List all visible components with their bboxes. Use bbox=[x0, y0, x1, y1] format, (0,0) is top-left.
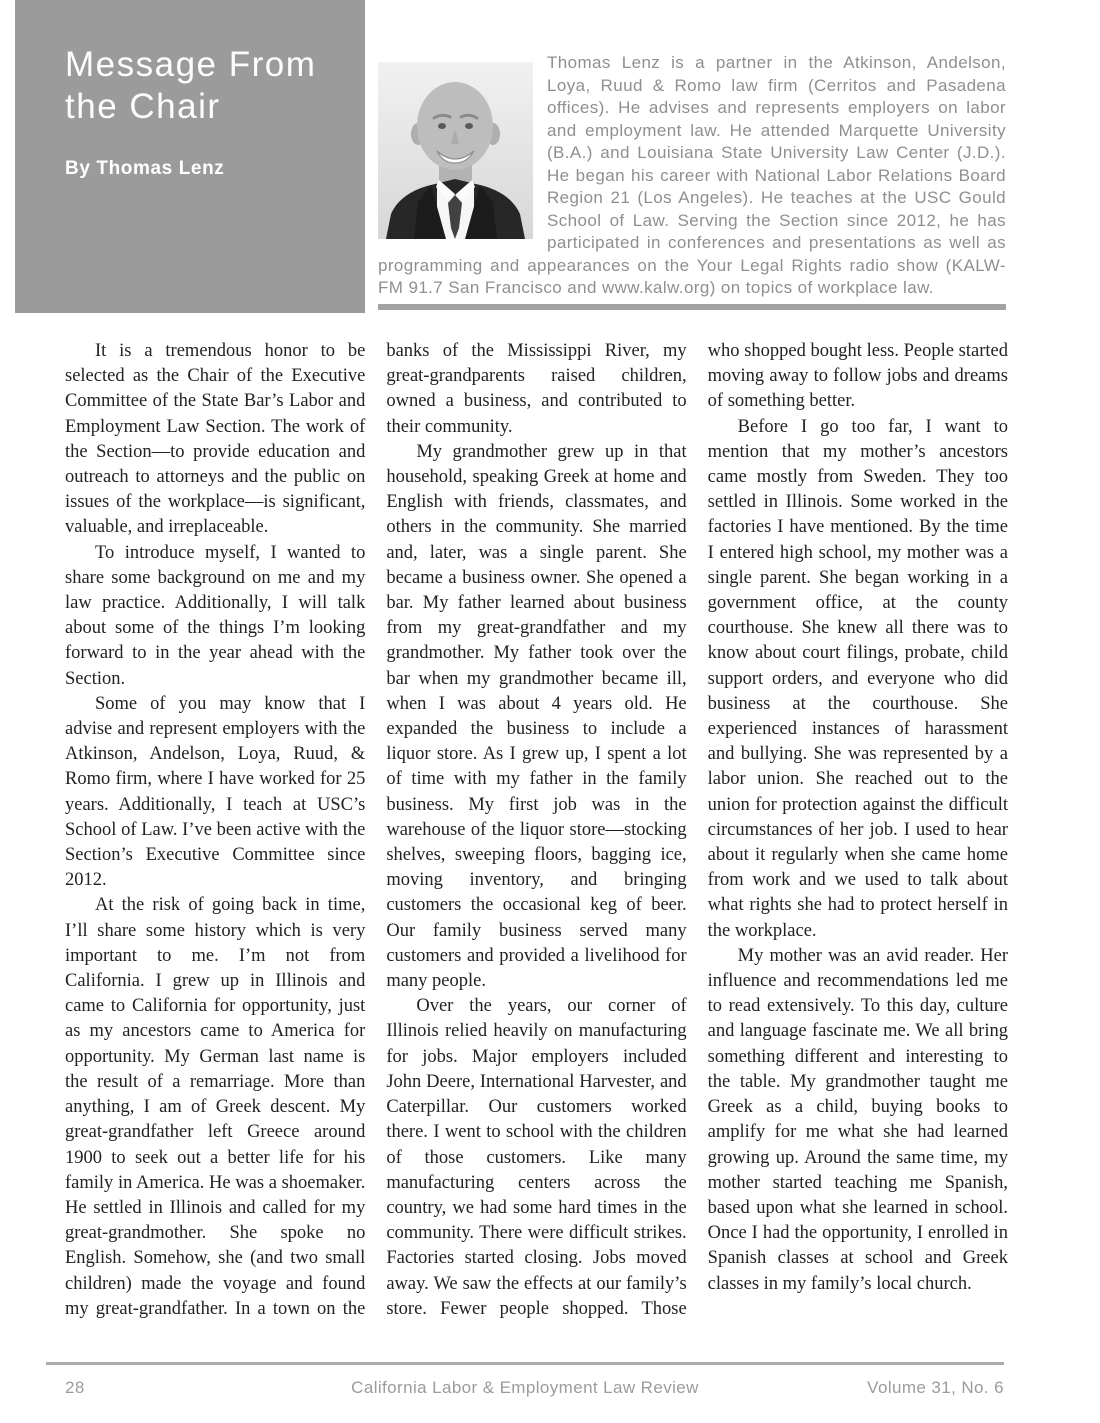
article-paragraph: At the risk of going back in time, I’ll share some history which is very important to me. I’m not from California. I grew up in Illinois and came to California for opportunity, just as my ancestors came to America for opportunity. My German last name is the result of a remarriage. More than anything, I am of Greek descent. My great-grandfather left Greece around 1900 to seek out a better life for his family in America. He was a shoemaker. He settled in Illinois and called for my great-grandmother. She spoke no English. Somehow, she (and two small children) made the voyage and found my great-grandfather. In a town on the banks of the Mississippi River, my great-grandparents raised children, owned a business, and contributed to their community. bbox=[65, 341, 687, 1319]
article-paragraph: My grandmother grew up in that household, speaking Greek at home and English with friends, classmates, and others in the community. She married and, later, was a single parent. She became a business owner. She opened a bar. My father learned about business from my great-grandfather and my grandmother. My father took over the bar when my grandmother became ill, when I was about 4 years old. He expanded the business to include a liquor store. As I grew up, I spent a lot of time with my father in the family business. My first job was in the warehouse of the liquor store—stocking shelves, sweeping floors, bagging ice, moving inventory, and bringing customers the occasional keg of beer. Our family business served many customers and provided a livelihood for many people. bbox=[386, 441, 687, 992]
divider-bar bbox=[378, 304, 1006, 310]
page-title: Message From the Chair bbox=[65, 45, 317, 126]
byline: By Thomas Lenz bbox=[65, 158, 225, 179]
volume-number: Volume 31, No. 6 bbox=[867, 1378, 1004, 1397]
portrait-photo-graphic bbox=[378, 62, 533, 239]
title-block bbox=[15, 0, 365, 313]
author-photo bbox=[378, 62, 533, 239]
article-paragraph: Some of you may know that I advise and represent employers with the Atkinson, Andelson, Loya, Ruud, & Romo firm, where I have worked for 25 years. Additionally, I teach at USC’s School of Law. I’ve been active with the Section’s Executive Committee since 2012. bbox=[65, 693, 366, 891]
bio-text: Thomas Lenz is a partner in the Atkinson, Andelson, Loya, Ruud & Romo law firm (Cerritos and Pasadena offices). He advises and represents employers on labor and employment law. He attended Marquette University (B.A.) and Louisiana State University Law Center (J.D.). He began his career with National Labor Relations Board Region 21 (Los Angeles). He teaches at the USC Gould School of Law. Serving the Section since 2012, he has participated in conferences and presentations as well as programming and appearances on the Your Legal Rights radio show (KALW-FM 91.7 San Francisco and www.kalw.org) on topics of workplace law. bbox=[378, 53, 1006, 297]
article-paragraph: It is a tremendous honor to be selected as the Chair of the Executive Committee of the State Bar’s Labor and Employment Law Section. The work of the Section—to provide education and outreach to attorneys and the public on issues of the workplace—is significant, valuable, and irreplaceable. bbox=[65, 341, 366, 538]
article-paragraph: My mother was an avid reader. Her influence and recommendations led me to read extensively. To this day, culture and language fascinate me. We all bring something different and interesting to the table. My grandmother taught me Greek as a child, buying books to amplify for me what she had learned growing up. Around the same time, my mother started teaching me Spanish, based upon what she learned in school. Once I had the opportunity, I enrolled in Spanish classes at school and Greek classes in my family’s local church. bbox=[707, 945, 1008, 1294]
article-body bbox=[65, 339, 1008, 1322]
footer-rule bbox=[46, 1362, 1004, 1365]
author-bio bbox=[378, 52, 1006, 310]
publication-title: California Labor & Employment Law Review bbox=[351, 1378, 699, 1397]
page-number: 28 bbox=[65, 1378, 85, 1397]
article-paragraph: Over the years, our corner of Illinois relied heavily on manufacturing for jobs. Major employers included John Deere, International Harvester, and Caterpillar. Our customers worked there. I went to school with the children of those customers. Like many manufacturing centers across the country, we had some hard times in the community. There were difficult strikes. Factories started closing. Jobs moved away. We saw the effects at our family’s store. Fewer people shopped. Those who shopped bought less. People started moving away to follow jobs and dreams of something better. bbox=[386, 341, 1008, 1319]
article-paragraph: To introduce myself, I wanted to share some background on me and my law practice. Additionally, I will talk about some of the things I’m looking forward to in the year ahead with the Section. bbox=[65, 542, 366, 689]
article-paragraph: Before I go too far, I want to mention that my mother’s ancestors came mostly from Sweden. They too settled in Illinois. Some worked in the factories I have mentioned. By the time I entered high school, my mother was a single parent. She began working in a government office, at the county courthouse. She knew all there was to know about court filings, probate, child support orders, and everyone who did business at the courthouse. She experienced instances of harassment and bullying. She was represented by a labor union. She reached out to the union for protection against the difficult circumstances of her job. I used to hear about it regularly when she came home from work and we used to talk about what rights she had to protect herself in the workplace. bbox=[707, 416, 1008, 941]
